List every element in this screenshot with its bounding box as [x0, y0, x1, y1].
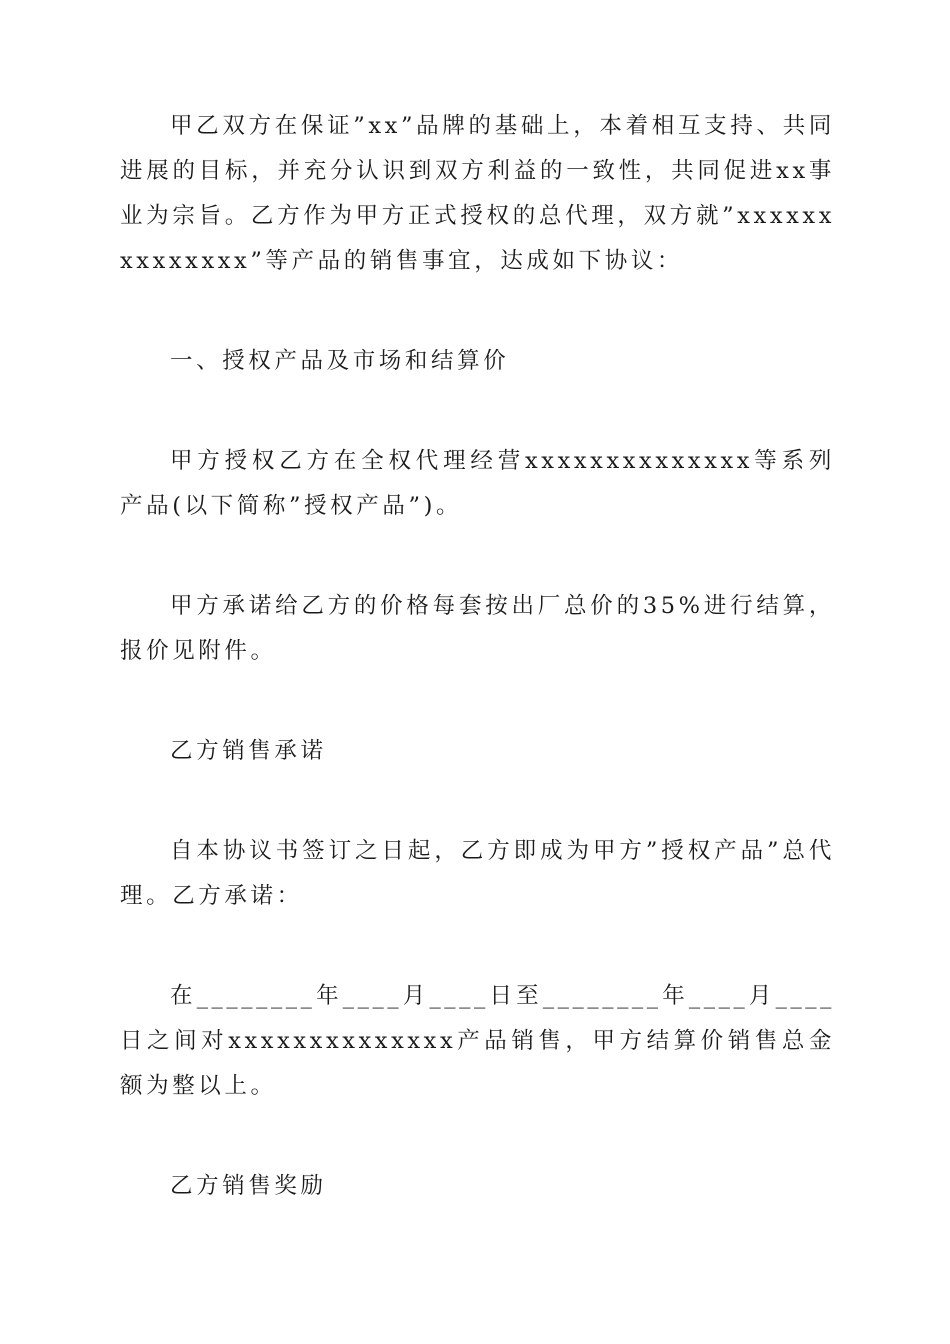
- intro-paragraph: 甲乙双方在保证”xx”品牌的基础上，本着相互支持、共同进展的目标，并充分认识到双方利益的一致性，共同促进xx事业为宗旨。乙方作为甲方正式授权的总代理，双方就”xxxxxxxxxxxxxx”等产品的销售事宜，达成如下协议：: [120, 113, 835, 274]
- sales-target-paragraph: 在________年____月____日至________年____月____日之间对xxxxxxxxxxxxxx产品销售，甲方结算价销售总金额为整以上。: [120, 983, 835, 1099]
- section-heading-sales-reward: 乙方销售奖励: [170, 1173, 327, 1199]
- authorization-paragraph: 甲方授权乙方在全权代理经营xxxxxxxxxxxxxx等系列产品(以下简称”授权产品”)。: [120, 448, 835, 519]
- document-page: [120, 104, 835, 1209]
- commitment-paragraph: 自本协议书签订之日起，乙方即成为甲方”授权产品”总代理。乙方承诺：: [120, 838, 835, 909]
- pricing-paragraph: 甲方承诺给乙方的价格每套按出厂总价的35%进行结算，报价见附件。: [120, 593, 835, 664]
- section-heading-authorized-products: 一、授权产品及市场和结算价: [170, 348, 510, 374]
- section-heading-sales-commitment: 乙方销售承诺: [170, 738, 327, 764]
